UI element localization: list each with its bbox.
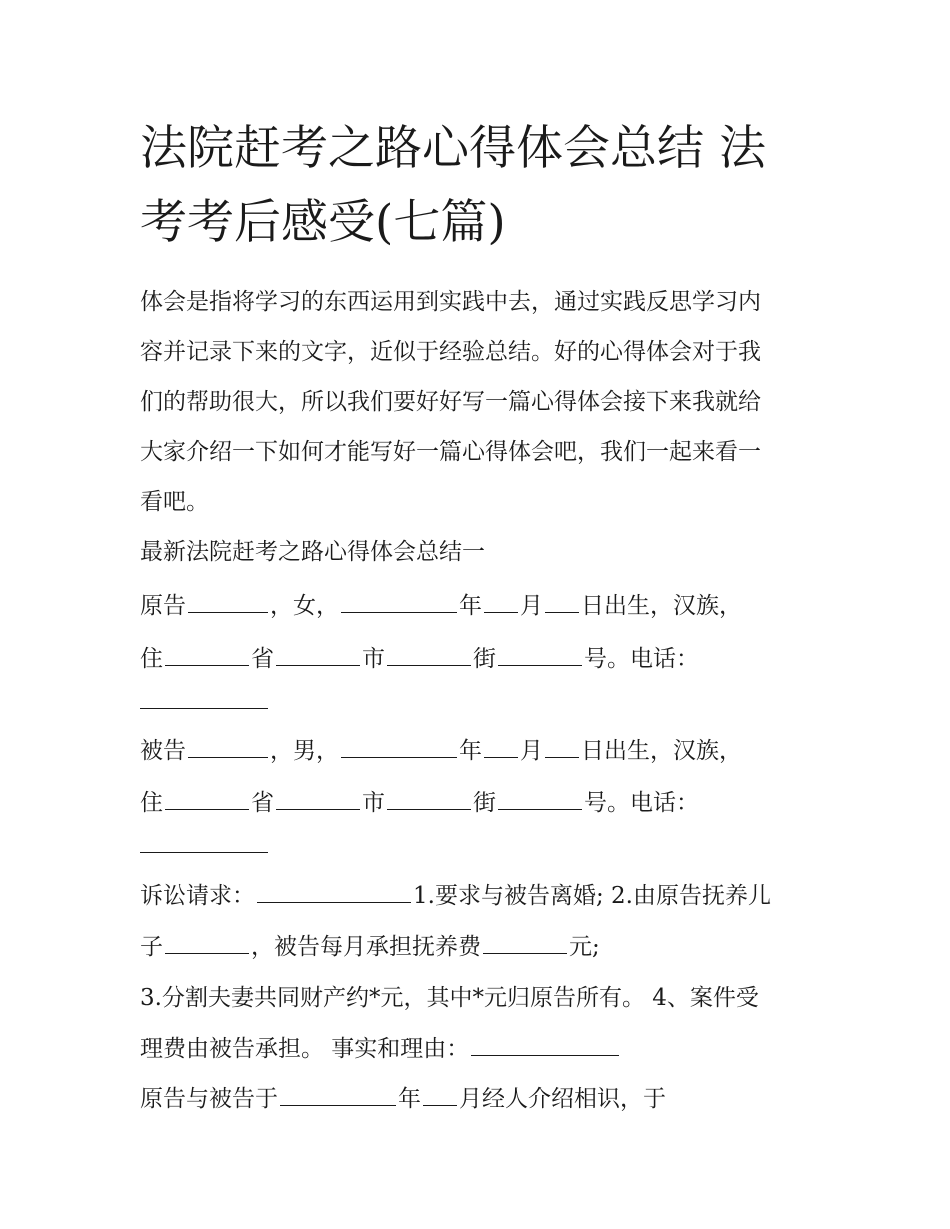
blank-field [484,735,518,758]
section-heading: 最新法院赶考之路心得体会总结一 [140,539,485,565]
blank-field [498,787,582,810]
blank-field [276,787,360,810]
plaintiff-phone-blank [140,686,270,717]
blank-field [484,590,518,613]
blank-field [165,931,249,954]
intro-line-5: 看吧。 [140,489,209,515]
blank-field [471,1033,619,1056]
plaintiff-line-2: 住 省 市 街 号。电话： [140,643,699,674]
defendant-line-1: 被告 ，男， 年 月 日出生，汉族， [140,735,742,766]
intro-line-4: 大家介绍一下如何才能写好一篇心得体会吧，我们一起来看一 [140,439,761,465]
blank-field [483,931,567,954]
blank-field [257,880,411,903]
document-title [140,112,820,260]
blank-field [140,830,268,853]
title-line-1: 法院赶考之路心得体会总结 法 [140,121,766,176]
blank-field [276,643,360,666]
blank-field [165,787,249,810]
claims-line-2: 子 ，被告每月承担抚养费 元; [140,931,600,962]
blank-field [423,1083,457,1106]
blank-field [341,590,457,613]
blank-field [280,1083,396,1106]
claims-line-1: 诉讼请求： 1.要求与被告离婚; 2.由原告抚养儿 [140,880,771,911]
blank-field [387,643,471,666]
blank-field [188,735,268,758]
blank-field [387,787,471,810]
facts-line-1: 原告与被告于 年 月经人介绍相识，于 [140,1083,666,1114]
intro-line-1: 体会是指将学习的东西运用到实践中去，通过实践反思学习内 [140,289,761,315]
intro-line-3: 们的帮助很大，所以我们要好好写一篇心得体会接下来我就给 [140,389,761,415]
blank-field [341,735,457,758]
blank-field [498,643,582,666]
defendant-line-2: 住 省 市 街 号。电话： [140,787,699,818]
title-line-2: 考考后感受(七篇) [140,195,506,250]
blank-field [140,686,268,709]
plaintiff-line-1: 原告 ，女， 年 月 日出生，汉族， [140,590,742,621]
claims-line-3: 3.分割夫妻共同财产约*元，其中*元归原告所有。 4、案件受 [140,985,759,1011]
blank-field [165,643,249,666]
blank-field [545,735,579,758]
blank-field [545,590,579,613]
claims-line-4: 理费由被告承担。 事实和理由： [140,1033,621,1064]
intro-line-2: 容并记录下来的文字，近似于经验总结。好的心得体会对于我 [140,339,761,365]
blank-field [188,590,268,613]
defendant-phone-blank [140,830,270,861]
